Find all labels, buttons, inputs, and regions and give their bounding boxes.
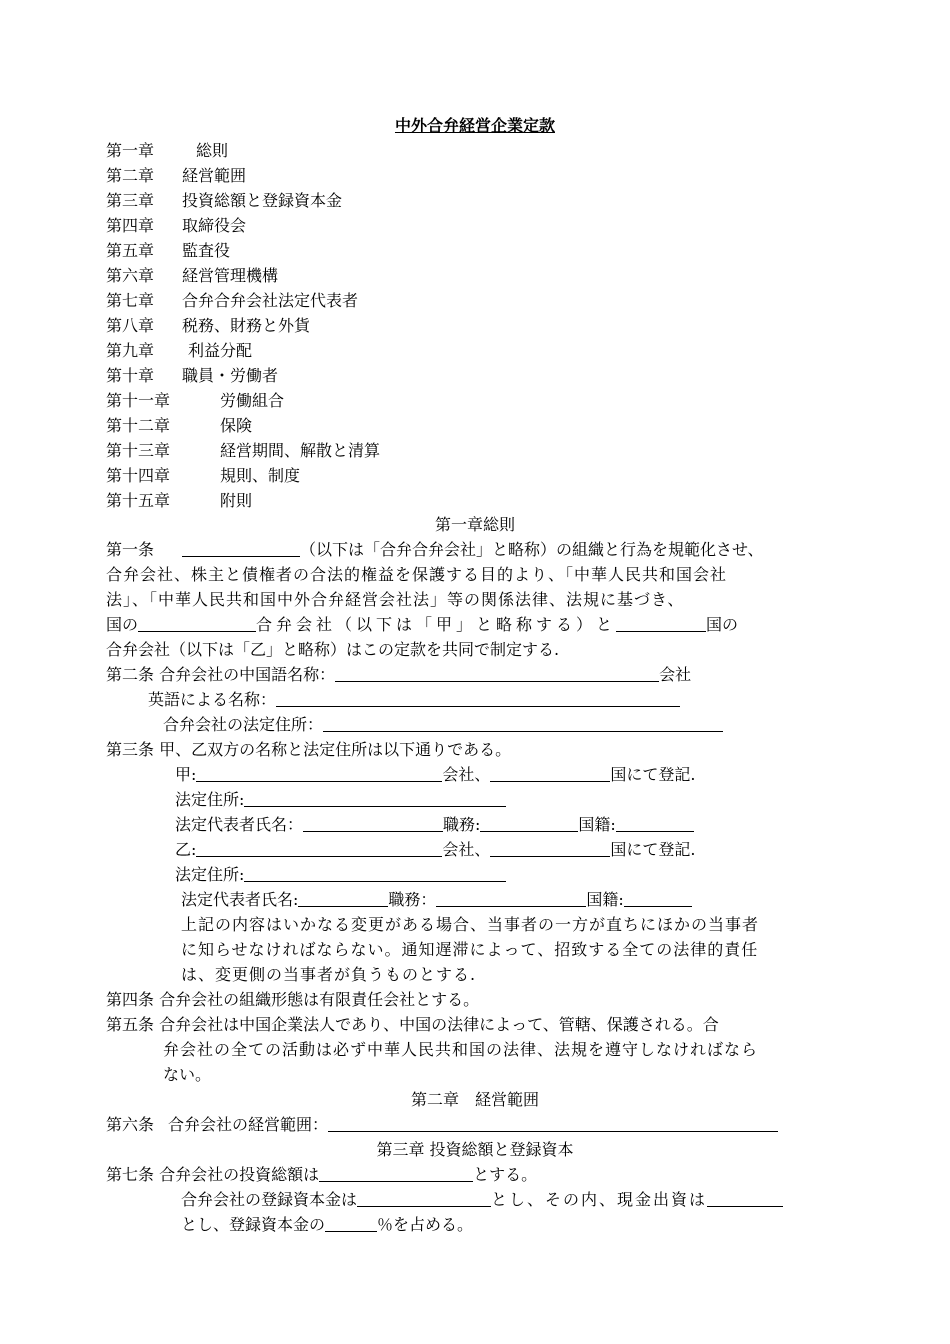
party-a-rep-line: 法定代表者氏名： 職務: 国籍: — [175, 815, 694, 835]
article-1-line: 合弁会社（以下は「乙」と略称）はこの定款を共同で制定する. — [106, 640, 560, 659]
article-6-line: 第六条 合弁会社の経営範囲： — [106, 1115, 778, 1135]
percentage-field[interactable] — [325, 1217, 377, 1232]
blank-field[interactable] — [436, 892, 586, 907]
toc-item: 第五章 監査役 — [106, 241, 231, 260]
total-investment-field[interactable] — [319, 1167, 473, 1182]
toc-item: 第十五章 附則 — [106, 491, 253, 510]
article-1-line: 合弁会社、株主と債権者の合法的権益を保護する目的より、「中華人民共和国会社 — [106, 565, 728, 584]
registered-capital-field[interactable] — [357, 1192, 491, 1207]
blank-field[interactable] — [138, 617, 256, 632]
article-2-line: 第二条 合弁会社の中国語名称： 会社 — [106, 665, 692, 684]
blank-field[interactable] — [490, 842, 610, 857]
article-1-line: 国の 合弁会社（以下は「甲」と略称する）と 国の — [106, 615, 739, 634]
article-7-line: 合弁会社の登録資本金は とし、その内、現金出資は — [181, 1190, 783, 1210]
article-7-line: とし、登録資本金の ％を占める。 — [181, 1215, 474, 1234]
toc-item: 第九章 利益分配 — [106, 341, 253, 360]
toc-item: 第六章 経営管理機構 — [106, 266, 279, 285]
article-7-line: 第七条 合弁会社の投資総額は とする。 — [106, 1165, 538, 1184]
english-name-field[interactable] — [276, 692, 680, 707]
blank-field[interactable] — [616, 817, 694, 832]
blank-field[interactable] — [616, 617, 706, 632]
article-5-line: 弁会社の全ての活動は必ず中華人民共和国の法律、法規を遵守しなければなら — [163, 1040, 759, 1059]
notice-line: に知らせなければならない。通知遅滞によって、招致する全ての法律的責任 — [181, 940, 759, 959]
article-2-line: 英語による名称： — [148, 690, 680, 710]
blank-field[interactable] — [490, 767, 610, 782]
chapter-3-heading: 第三章 投資総額と登録資本 — [376, 1140, 574, 1159]
toc-item: 第十四章 規則、制度 — [106, 466, 301, 485]
notice-line: 上記の内容はいかなる変更がある場合、当事者の一方が直ちにほかの当事者 — [181, 915, 760, 934]
address-field[interactable] — [323, 717, 723, 732]
article-4-line: 第四条 合弁会社の組織形態は有限責任会社とする。 — [106, 990, 480, 1009]
blank-field[interactable] — [624, 892, 692, 907]
toc-item: 第十一章 労働組合 — [106, 391, 285, 410]
article-5-line: ない。 — [163, 1065, 212, 1084]
party-b-rep-line: 法定代表者氏名: 職務： 国籍: — [181, 890, 692, 910]
blank-field[interactable] — [303, 817, 443, 832]
toc-item: 第十二章 保険 — [106, 416, 253, 435]
party-b-address-line: 法定住所: — [175, 865, 506, 885]
toc-item: 第十章 職員・労働者 — [106, 366, 279, 385]
toc-item: 第一章 総則 — [106, 141, 229, 160]
chinese-name-field[interactable] — [335, 667, 659, 682]
cash-contribution-field[interactable] — [707, 1192, 783, 1207]
toc-item: 第十三章 経営期間、解散と清算 — [106, 441, 381, 460]
article-3-line: 第三条 甲、乙双方の名称と法定住所は以下通りである。 — [106, 740, 512, 759]
blank-field[interactable] — [298, 892, 388, 907]
blank-field[interactable] — [244, 867, 506, 882]
toc-item: 第七章 合弁合弁会社法定代表者 — [106, 291, 359, 310]
article-2-line: 合弁会社の法定住所： — [163, 715, 723, 735]
chapter-1-heading: 第一章総則 — [434, 515, 515, 534]
toc-item: 第八章 税務、財務と外貨 — [106, 316, 311, 335]
blank-field[interactable] — [244, 792, 506, 807]
toc-item: 第四章 取締役会 — [106, 216, 247, 235]
party-a-address-line: 法定住所: — [175, 790, 506, 810]
party-a-line: 甲: 会社、 国にて登記. — [175, 765, 696, 784]
party-b-line: 乙: 会社、 国にて登記. — [175, 840, 696, 859]
notice-line: は、変更側の当事者が負うものとする. — [181, 965, 477, 984]
blank-field[interactable] — [182, 542, 300, 557]
chapter-2-heading: 第二章 経営範囲 — [410, 1090, 539, 1109]
toc-item: 第二章 経営範囲 — [106, 166, 247, 185]
article-1-line: 第一条 （以下は「合弁合弁会社」と略称）の組織と行為を規範化させ、 — [106, 540, 764, 559]
blank-field[interactable] — [196, 767, 442, 782]
toc-item: 第三章 投資総額と登録資本金 — [106, 191, 343, 210]
document-title: 中外合弁経営企業定款 — [394, 116, 555, 135]
blank-field[interactable] — [480, 817, 578, 832]
article-5-line: 第五条 合弁会社は中国企業法人であり、中国の法律によって、管轄、保護される。合 — [106, 1015, 719, 1034]
article-1-line: 法」、「中華人民共和国中外合弁経営会社法」等の関係法律、法規に基づき、 — [106, 590, 685, 609]
blank-field[interactable] — [196, 842, 442, 857]
business-scope-field[interactable] — [328, 1117, 778, 1132]
